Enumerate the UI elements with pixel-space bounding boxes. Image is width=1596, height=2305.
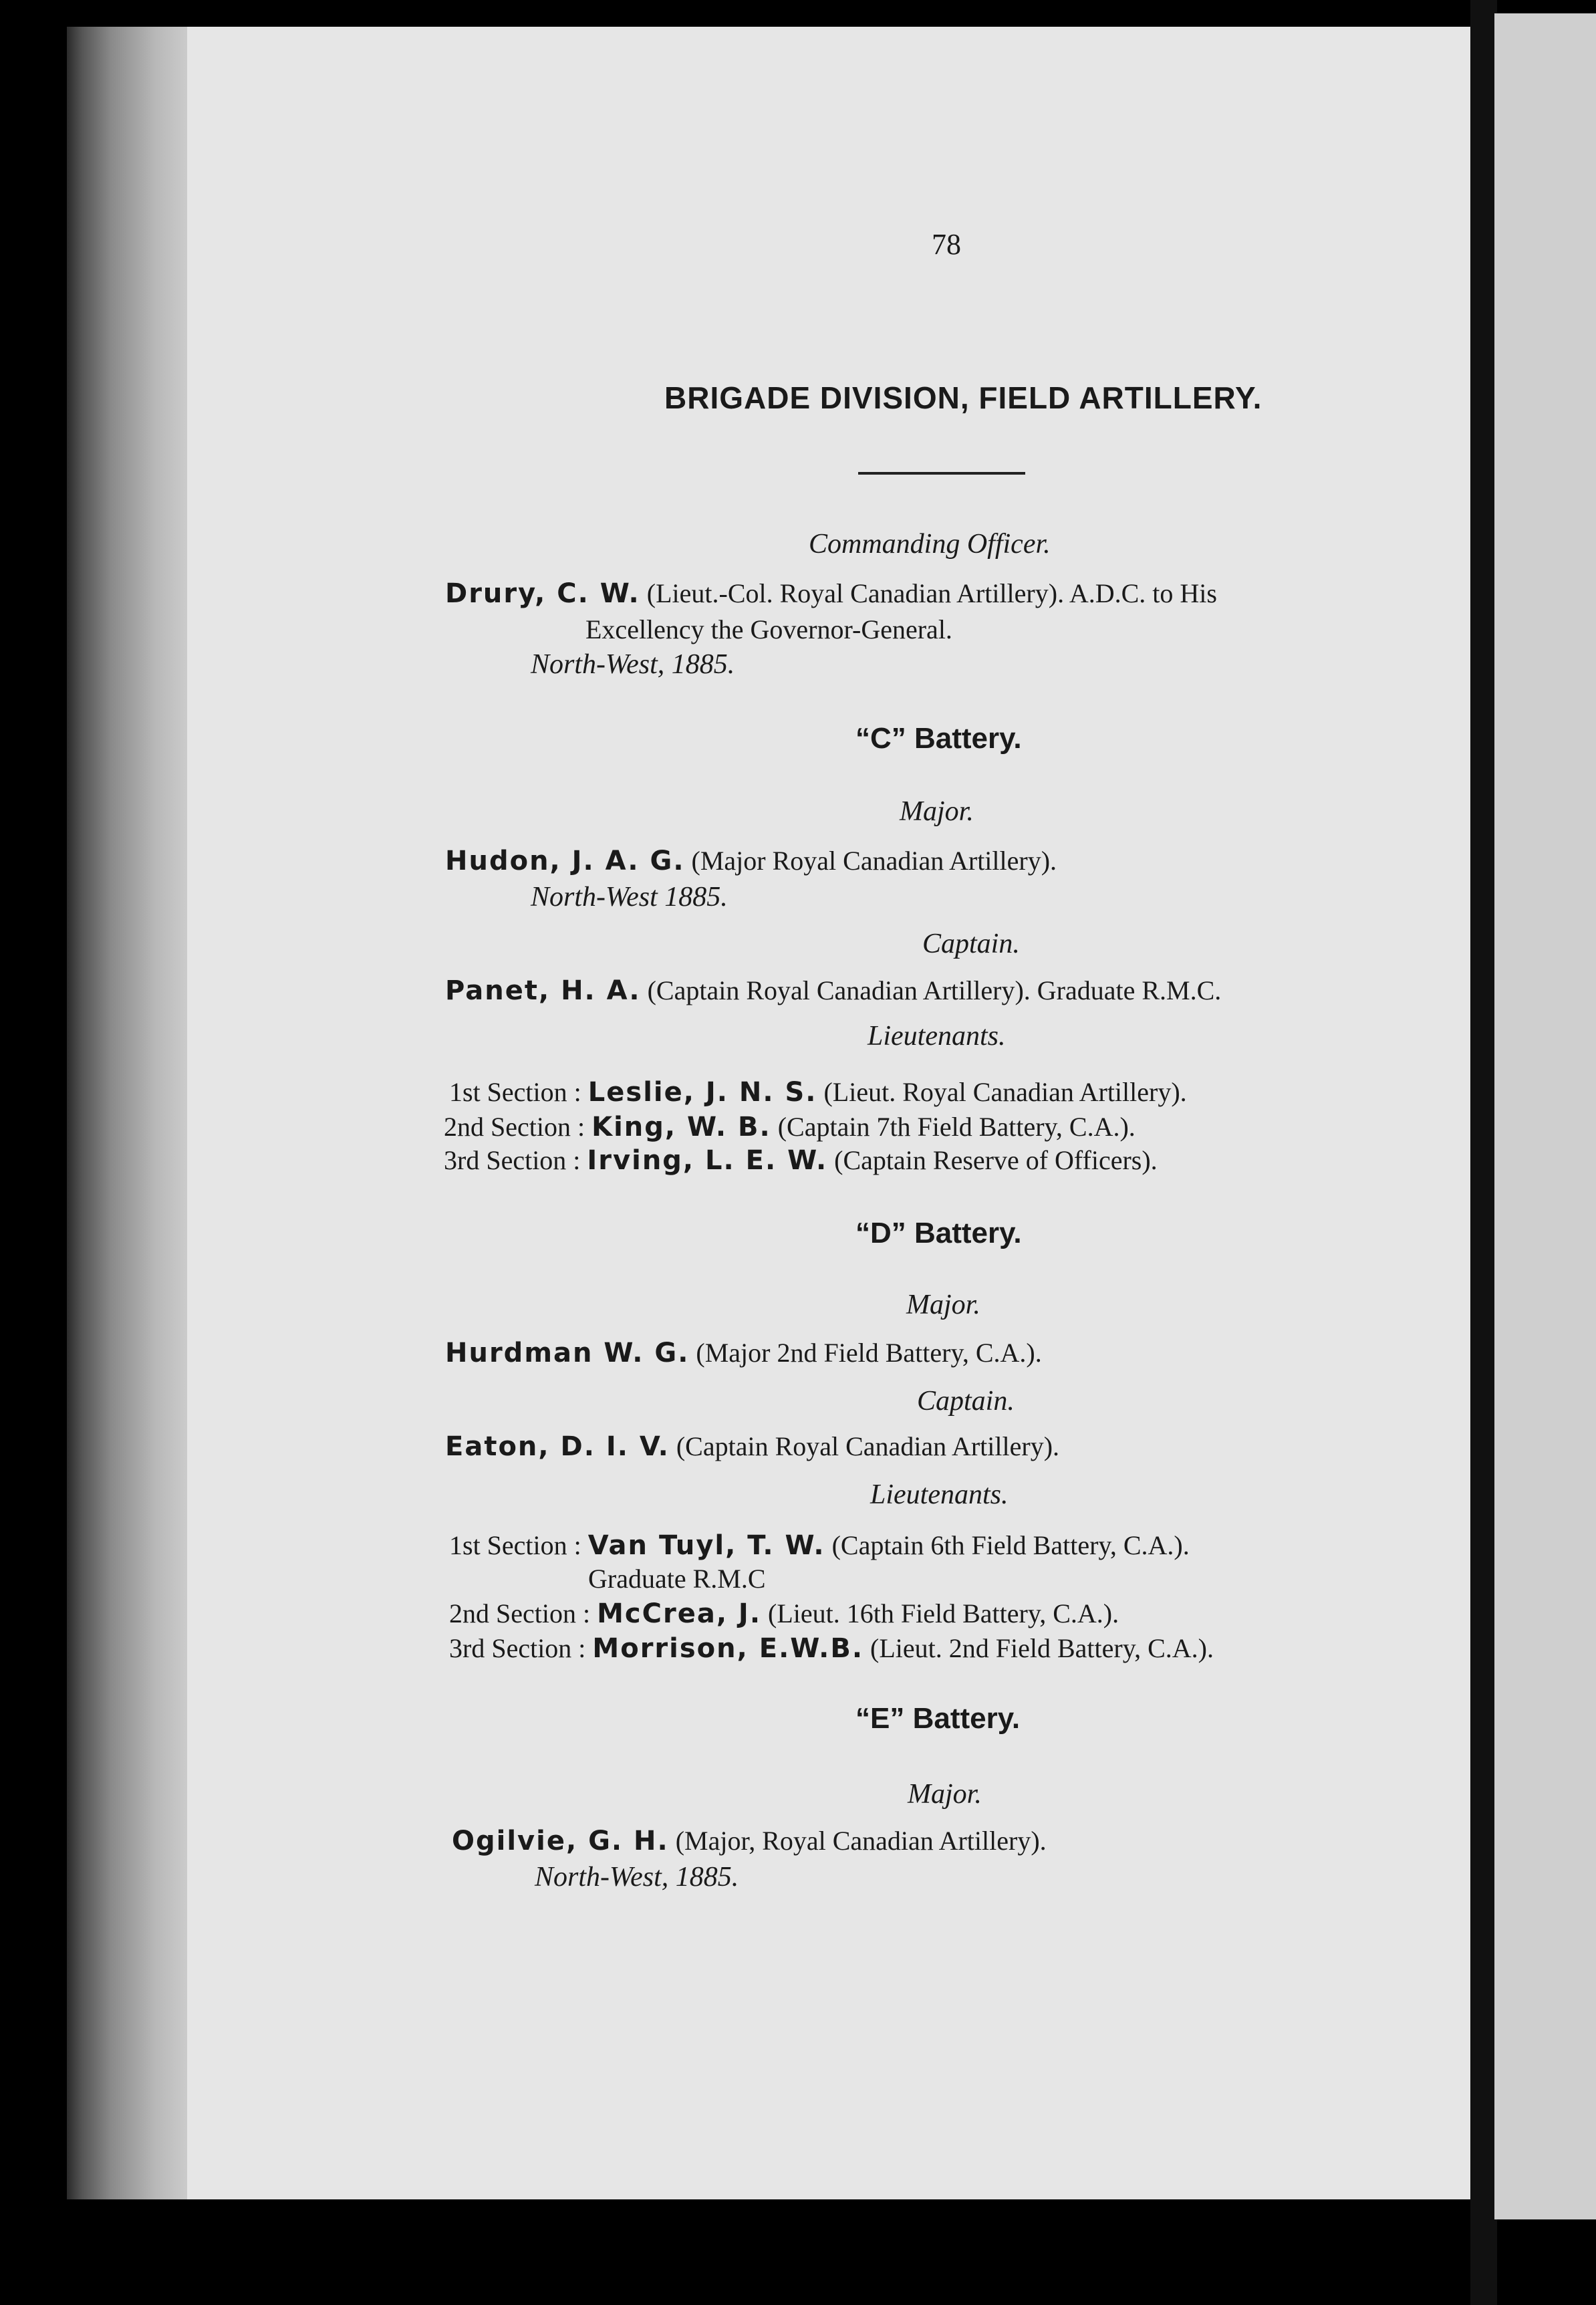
d-battery-major-label: Major. bbox=[906, 1290, 980, 1320]
commanding-officer-heading: Commanding Officer. bbox=[809, 529, 1051, 560]
page-title: BRIGADE DIVISION, FIELD ARTILLERY. bbox=[664, 380, 1262, 415]
e-battery-heading: “E” Battery. bbox=[855, 1702, 1021, 1735]
page-edge bbox=[67, 27, 194, 2199]
d-battery-lieutenant-row bbox=[449, 1598, 1119, 1629]
section-label: 1st Section : bbox=[449, 1077, 581, 1107]
d-battery-lieutenant-row bbox=[449, 1632, 1214, 1664]
lieutenant-name: Morrison, E.W.B. bbox=[592, 1633, 864, 1664]
c-battery-captain-label: Captain. bbox=[922, 929, 1020, 959]
lieutenant-name: King, W. B. bbox=[591, 1112, 771, 1142]
lieutenant-detail: (Captain 7th Field Battery, C.A.). bbox=[777, 1112, 1136, 1142]
d-battery-captain-label: Captain. bbox=[917, 1386, 1015, 1417]
d-battery-lieutenant-detail-2: Graduate R.M.C bbox=[588, 1564, 766, 1594]
commanding-officer-service: North-West, 1885. bbox=[531, 649, 735, 680]
section-label: 2nd Section : bbox=[444, 1112, 585, 1142]
adjacent-page bbox=[1494, 13, 1596, 2219]
c-battery-heading: “C” Battery. bbox=[855, 722, 1022, 755]
lieutenant-detail: (Captain 6th Field Battery, C.A.). bbox=[831, 1530, 1190, 1560]
e-battery-major-detail: (Major, Royal Canadian Artillery). bbox=[675, 1826, 1047, 1856]
lieutenant-name: Irving, L. E. W. bbox=[587, 1145, 828, 1176]
d-battery-major-detail: (Major 2nd Field Battery, C.A.). bbox=[696, 1338, 1042, 1368]
c-battery-lieutenants-label: Lieutenants. bbox=[868, 1021, 1006, 1052]
lieutenant-detail: (Captain Reserve of Officers). bbox=[834, 1145, 1158, 1175]
page-number: 78 bbox=[932, 228, 961, 261]
c-battery-major-label: Major. bbox=[900, 796, 974, 827]
section-label: 3rd Section : bbox=[444, 1145, 581, 1175]
d-battery-lieutenant-row bbox=[449, 1530, 1190, 1561]
c-battery-captain-detail: (Captain Royal Canadian Artillery). Graduate R.M.C. bbox=[647, 975, 1222, 1005]
d-battery-captain-name: Eaton, D. I. V. bbox=[445, 1431, 670, 1462]
d-battery-lieutenants-label: Lieutenants. bbox=[870, 1479, 1009, 1510]
c-battery-lieutenant-row bbox=[444, 1111, 1136, 1142]
commanding-officer-name: Drury, C. W. bbox=[445, 578, 640, 609]
section-label: 3rd Section : bbox=[449, 1633, 586, 1663]
section-label: 2nd Section : bbox=[449, 1598, 591, 1628]
lieutenant-name: McCrea, J. bbox=[597, 1598, 762, 1629]
commanding-officer-detail: (Lieut.-Col. Royal Canadian Artillery). A.D.C. to His bbox=[646, 578, 1217, 608]
d-battery-heading: “D” Battery. bbox=[855, 1217, 1022, 1249]
c-battery-lieutenant-row bbox=[444, 1144, 1158, 1176]
c-battery-major-entry bbox=[445, 845, 1057, 876]
c-battery-lieutenant-row bbox=[449, 1076, 1187, 1108]
e-battery-major-name: Ogilvie, G. H. bbox=[452, 1826, 669, 1856]
title-rule bbox=[858, 472, 1025, 475]
e-battery-major-service: North-West, 1885. bbox=[535, 1862, 739, 1893]
commanding-officer-detail-2: Excellency the Governor-General. bbox=[585, 614, 952, 644]
c-battery-major-detail: (Major Royal Canadian Artillery). bbox=[691, 846, 1057, 876]
lieutenant-name: Leslie, J. N. S. bbox=[587, 1077, 817, 1108]
section-label: 1st Section : bbox=[449, 1530, 581, 1560]
d-battery-captain-entry bbox=[445, 1431, 1059, 1462]
lieutenant-detail: (Lieut. 2nd Field Battery, C.A.). bbox=[870, 1633, 1214, 1663]
commanding-officer-entry bbox=[445, 578, 1217, 609]
d-battery-captain-detail: (Captain Royal Canadian Artillery). bbox=[676, 1431, 1060, 1461]
c-battery-major-service: North-West 1885. bbox=[531, 882, 728, 913]
d-battery-major-entry bbox=[445, 1337, 1042, 1368]
e-battery-major-label: Major. bbox=[908, 1779, 982, 1810]
book-spine bbox=[1470, 0, 1497, 2305]
c-battery-captain-entry bbox=[445, 975, 1221, 1006]
lieutenant-name: Van Tuyl, T. W. bbox=[587, 1530, 825, 1561]
d-battery-major-name: Hurdman W. G. bbox=[445, 1338, 690, 1368]
lieutenant-detail: (Lieut. Royal Canadian Artillery). bbox=[823, 1077, 1187, 1107]
c-battery-captain-name: Panet, H. A. bbox=[445, 975, 641, 1006]
c-battery-major-name: Hudon, J. A. G. bbox=[445, 846, 685, 876]
e-battery-major-entry bbox=[452, 1825, 1047, 1856]
lieutenant-detail: (Lieut. 16th Field Battery, C.A.). bbox=[768, 1598, 1119, 1628]
